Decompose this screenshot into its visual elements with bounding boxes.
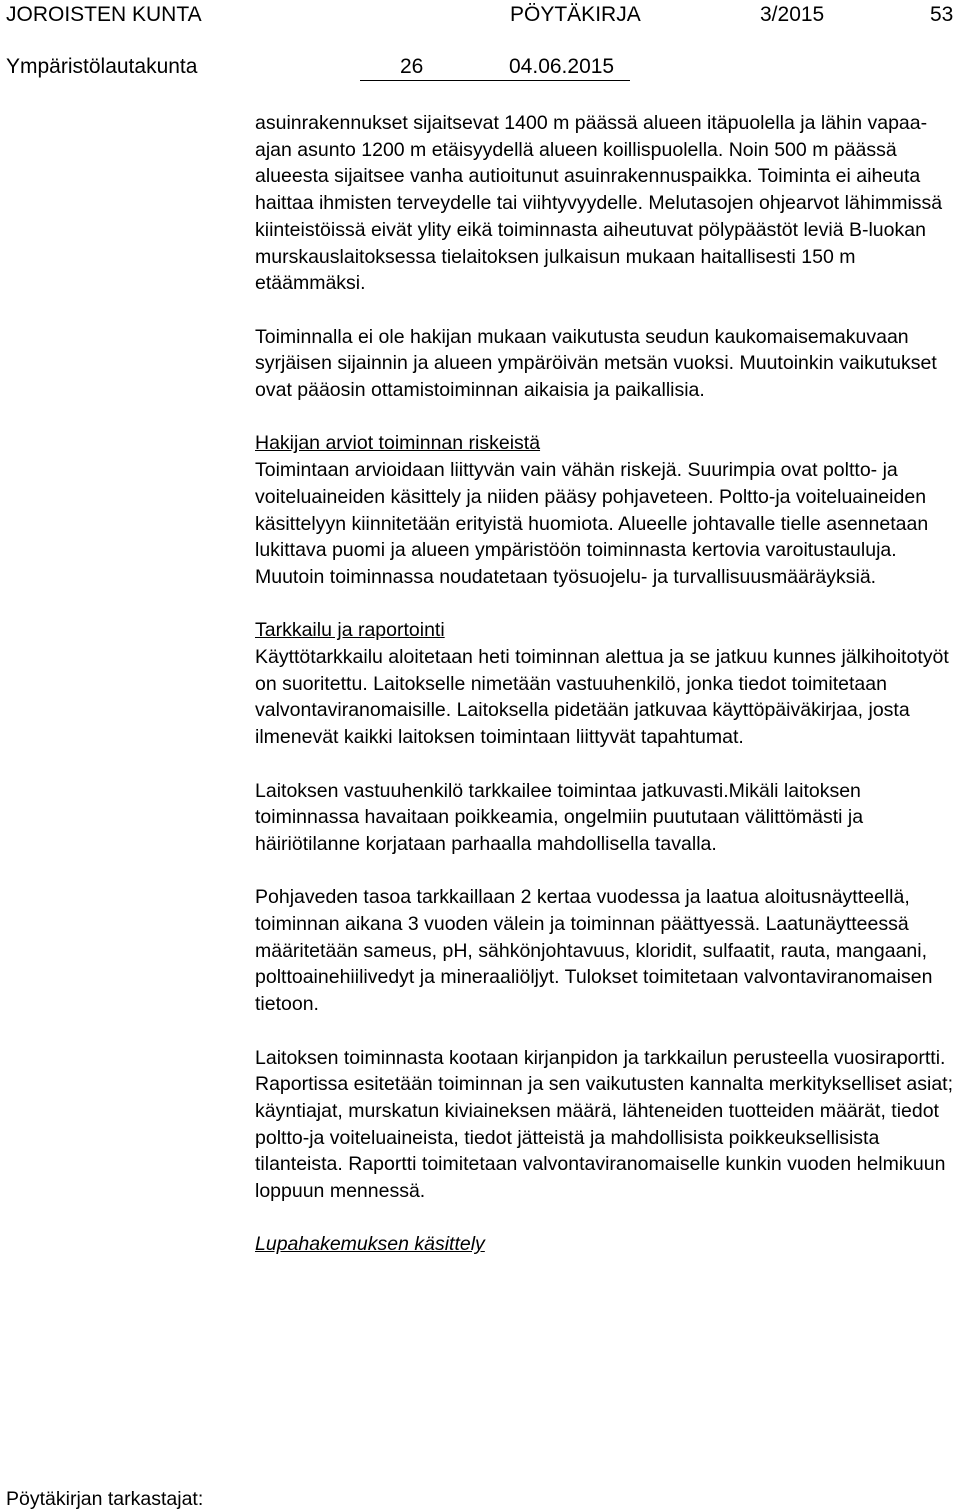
header-underline [360,80,630,81]
document-number: 3/2015 [760,3,825,26]
heading-monitoring: Tarkkailu ja raportointi [255,619,445,642]
paragraph-responsible-person: Laitoksen vastuuhenkilö tarkkailee toimintaa jatkuvasti.Mikäli laitoksen toiminnassa havaitaan poikkeamia, ongelmiin puututaan välittömästi ja häiriötilanne korjataan parhaalla mahdollisella tavalla. [255,779,864,855]
meeting-date: 04.06.2015 [509,55,615,78]
page-number: 53 [930,3,954,26]
paragraph-annual-report: Laitoksen toiminnasta kootaan kirjanpidon ja tarkkailun perusteella vuosiraportti. Raportissa esitetään toiminnan ja sen vaikutusten kannalta merkitykselliset asiat; käyntiajat, murskatun kiviaineksen määrä, lähteneiden tuotteiden määrät, tiedot poltto-ja voiteluaineista, tiedot jätteistä ja mahdollisista poikkeuksellisista tilanteista. Raportti toimitetaan valvontaviranomaiselle kunkin vuoden helmikuun loppuun mennessä. [255,1046,954,1203]
document-type: PÖYTÄKIRJA [510,3,641,26]
paragraph-risks: Toimintaan arvioidaan liittyvän vain vähän riskejä. Suurimpia ovat poltto- ja voiteluaineiden käsittely ja niiden pääsy pohjaveteen. Poltto-ja voiteluaineiden käsittelyyn kiinnitetään erityistä huomiota. Alueelle johtavalle tielle asennetaan lukittava puomi ja alueen ympäristöön toiminnasta kertovia varoitustauluja. Muutoin toiminnassa noudatetaan työsuojelu- ja turvallisuusmääräyksiä. [255,459,929,588]
minutes-reviewers-label: Pöytäkirjan tarkastajat: [6,1488,204,1510]
section-number: 26 [400,55,424,78]
heading-application-processing: Lupahakemuksen käsittely [255,1233,485,1256]
paragraph-location: asuinrakennukset sijaitsevat 1400 m päässä alueen itäpuolella ja lähin vapaa-ajan asunto 1200 m etäisyydellä alueen koillispuolella. Noin 500 m päässä alueesta sijaitsee vanha autioitunut asuinrakennuspaikka. Toiminta ei aiheuta haittaa ihmisten terveydelle tai viihtyvyydelle. Melutasojen ohjearvot lähimmissä kiinteistöissä eivät ylity eikä toiminnasta aiheutuvat pölypäästöt leviä B-luokan murskauslaitoksessa tielaitoksen julkaisun mukaan haitallisesti 150 m etäämmäksi. [255,112,943,295]
paragraph-landscape: Toiminnalla ei ole hakijan mukaan vaikutusta seudun kaukomaisemakuvaan syrjäisen sijainnin ja alueen ympäröivän metsän vuoksi. Muutoinkin vaikutukset ovat pääosin ottamistoiminnan aikaisia ja paikallisia. [255,325,937,402]
paragraph-groundwater: Pohjaveden tasoa tarkkaillaan 2 kertaa vuodessa ja laatua aloitusnäytteellä, toiminnan aikana 3 vuoden välein ja toiminnan päättyessä. Laatunäytteessä määritetään sameus, pH, sähkönjohtavuus, kloridit, sulfaatit, rauta, mangaani, polttoainehiilivedyt ja mineraaliöljyt. Tulokset toimitetaan valvontaviranomaisen tietoon. [255,886,933,1016]
heading-risks: Hakijan arviot toiminnan riskeistä [255,432,541,455]
municipality-name: JOROISTEN KUNTA [6,3,202,26]
paragraph-monitoring: Käyttötarkkailu aloitetaan heti toiminnan alettua ja se jatkuu kunnes jälkihoitotyöt on suoritettu. Laitokselle nimetään vastuuhenkilö, jonka tiedot toimitetaan valvontaviranomaisille. Laitoksella pidetään jatkuvaa käyttöpäiväkirjaa, josta ilmenevät kaikki laitoksen toimintaan liittyvät tapahtumat. [255,646,949,749]
board-name: Ympäristölautakunta [6,55,198,78]
document-body [255,110,957,1258]
